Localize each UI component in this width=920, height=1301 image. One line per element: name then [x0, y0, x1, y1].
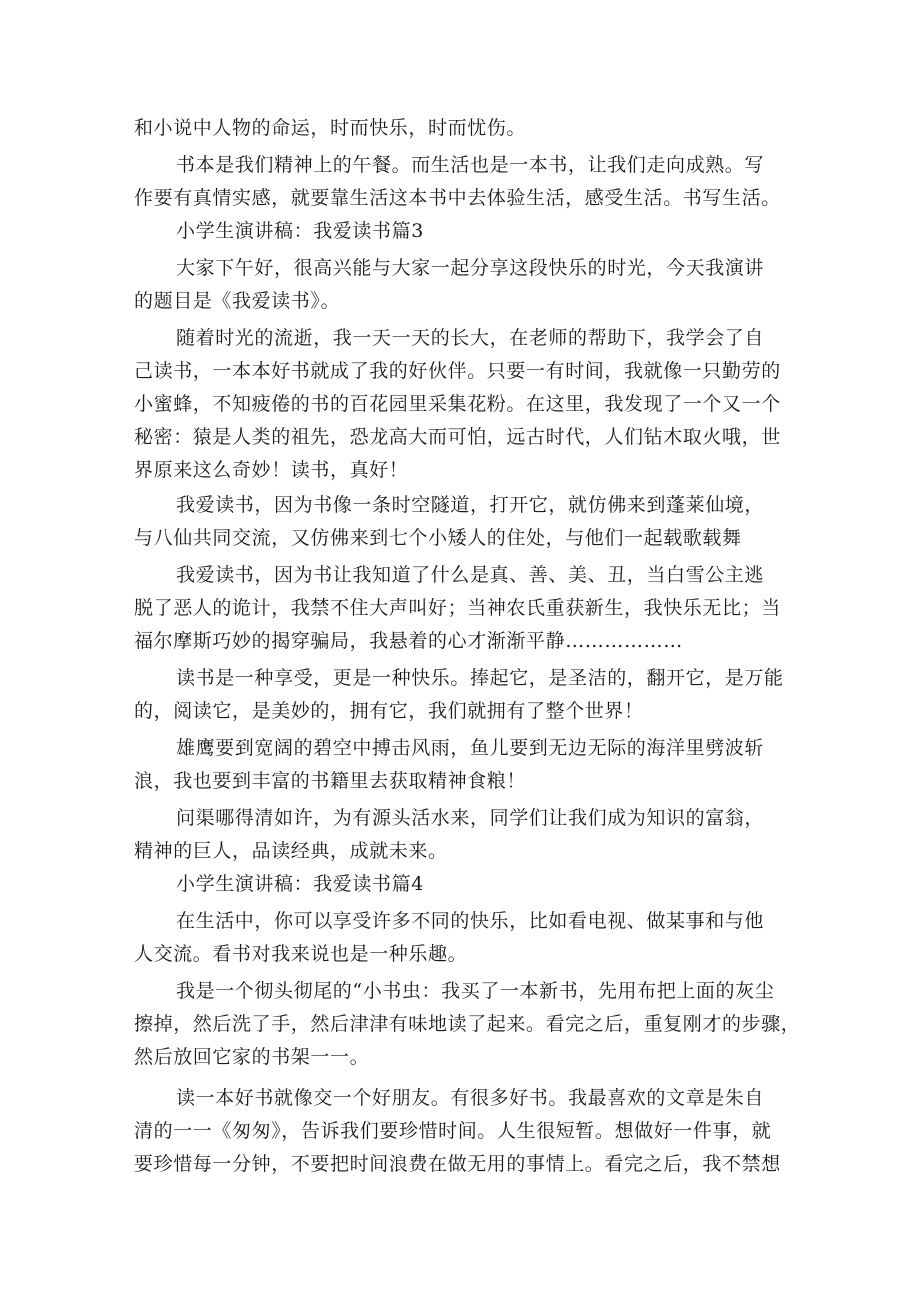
text-line: 我爱读书，因为书让我知道了什么是真、善、美、丑，当白雪公主逃 — [176, 564, 765, 586]
text-line: 随着时光的流逝，我一天一天的长大，在老师的帮助下，我学会了自 — [176, 327, 765, 349]
text-line: 浪，我也要到丰富的书籍里去获取精神食粮！ — [134, 770, 527, 792]
text-line: 界原来这么奇妙！读书，真好！ — [134, 459, 409, 481]
section-heading: 小学生演讲稿：我爱读书篇4 — [176, 873, 424, 895]
text-line: 精神的巨人，品读经典，成就未来。 — [134, 840, 448, 862]
text-line: 秘密：猿是人类的祖先，恐龙高大而可怕，远古时代，人们钻木取火哦，世 — [134, 426, 781, 448]
text-line: 书本是我们精神上的午餐。而生活也是一本书，让我们走向成熟。写 — [176, 154, 765, 176]
text-line: 的，阅读它，是美妙的，拥有它，我们就拥有了整个世界！ — [134, 700, 644, 722]
text-line: 要珍惜每一分钟，不要把时间浪费在做无用的事情上。看完之后，我不禁想 — [134, 1153, 781, 1175]
text-line: 人交流。看书对我来说也是一种乐趣。 — [134, 943, 468, 965]
text-line: 我是一个彻头彻尾的“小书虫：我买了一本新书，先用布把上面的灰尘 — [176, 980, 775, 1002]
text-line: 雄鹰要到宽阔的碧空中搏击风雨，鱼儿要到无边无际的海洋里劈波斩 — [176, 737, 765, 759]
text-line: 和小说中人物的命运，时而快乐，时而忧伤。 — [134, 117, 527, 139]
text-line: 问渠哪得清如许，为有源头活水来，同学们让我们成为知识的富翁， — [176, 807, 765, 829]
text-line: 读书是一种享受，更是一种快乐。捧起它，是圣洁的，翻开它，是万能 — [176, 667, 784, 689]
text-line: 小蜜蜂，不知疲倦的书的百花园里采集花粉。在这里，我发现了一个又一个 — [134, 393, 781, 415]
text-line: 我爱读书，因为书像一条时空隧道，打开它，就仿佛来到蓬莱仙境， — [176, 494, 765, 516]
text-line: 作要有真情实感，就要靠生活这本书中去体验生活，感受生活。书写生活。 — [134, 187, 781, 209]
text-line: 擦掉，然后洗了手，然后津津有味地读了起来。看完之后，重复刚才的步骤， — [134, 1013, 801, 1035]
text-line: 清的一一《匆匆》，告诉我们要珍惜时间。人生很短暂。想做好一件事，就 — [134, 1120, 772, 1142]
text-line: 读一本好书就像交一个好朋友。有很多好书。我最喜欢的文章是朱自 — [176, 1087, 765, 1109]
text-line: 己读书，一本本好书就成了我的好伙伴。只要一有时间，我就像一只勤劳的 — [134, 360, 781, 382]
text-line: 在生活中，你可以享受许多不同的快乐，比如看电视、做某事和与他 — [176, 910, 765, 932]
text-line: 大家下午好，很高兴能与大家一起分享这段快乐的时光，今天我演讲 — [176, 257, 765, 279]
text-line: 福尔摩斯巧妙的揭穿骗局，我悬着的心才渐渐平静……………… — [134, 630, 683, 652]
text-line: 的题目是《我爱读书》。 — [134, 290, 341, 312]
section-heading: 小学生演讲稿：我爱读书篇3 — [176, 220, 424, 242]
text-line: 与八仙共同交流，又仿佛来到七个小矮人的住处，与他们一起载歌载舞 — [134, 527, 742, 549]
text-line: 然后放回它家的书架一一。 — [134, 1046, 370, 1068]
text-line: 脱了恶人的诡计，我禁不住大声叫好；当神农氏重获新生，我快乐无比；当 — [134, 597, 781, 619]
